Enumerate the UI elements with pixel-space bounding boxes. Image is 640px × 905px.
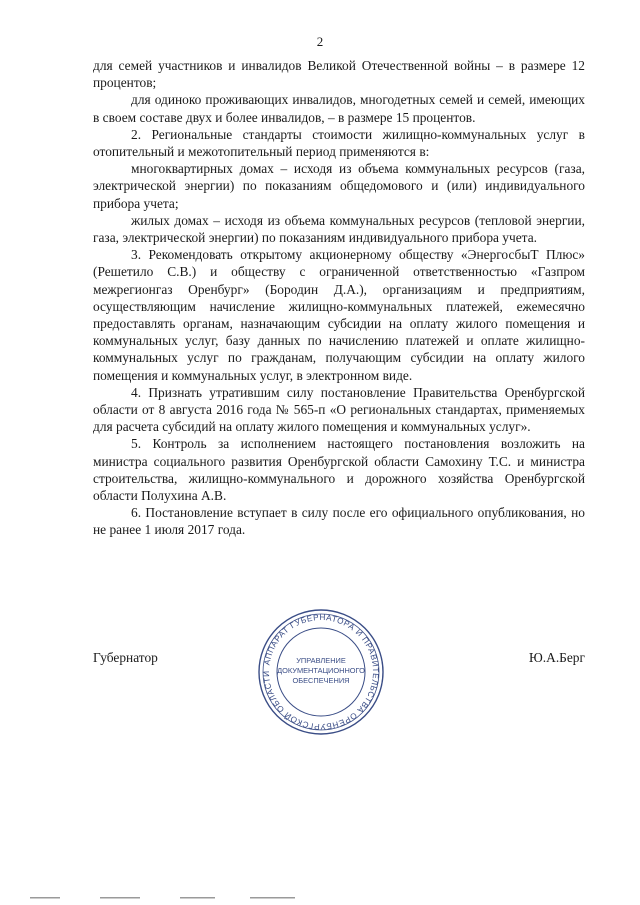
paragraph: 6. Постановление вступает в силу после его официального опубликования, но не ранее 1 июля 2017 года. [93,505,585,538]
official-seal-stamp [256,607,386,737]
page-number: 2 [316,34,324,49]
paragraph: жилых домах – исходя из объема коммунальных ресурсов (тепловой энергии, газа, электрической энергии) по показаниям индивидуального прибора учета. [93,212,585,246]
signatory-position: Губернатор [93,650,158,665]
paragraph: 2. Региональные стандарты стоимости жилищно-коммунальных услуг в отопительный и межотопительный период применяются в: [93,126,585,160]
seal-center-line: ДОКУМЕНТАЦИОННОГО [277,666,365,675]
paragraph: 4. Признать утратившим силу постановление Правительства Оренбургской области от 8 августа 2016 года № 565-п «О региональных стандартах, применяемых для расчета субсидий на оплату жилого помещения и коммунальных услуг». [93,384,585,435]
seal-center-line: ОБЕСПЕЧЕНИЯ [292,676,350,685]
paragraph: 3. Рекомендовать открытому акционерному обществу «ЭнергосбыТ Плюс» (Решетило С.В.) и обществу с ограниченной ответственностью «Газпром межрегионгаз Оренбург» (Бородин Д.А.), организациям и предприятиям, осуществляющим начисление жилищно-коммунальных платежей, ежемесячно предоставлять органам, назначающим субсидии на оплату жилого помещения и коммунальных услуг, базу данных по начислению платежей и оплате жилищно-коммунальных услуг по гражданам, получающим субсидии на оплату жилого помещения и коммунальных услуг, в электронном виде. [93,247,585,383]
footer-scan-artifact [30,895,590,901]
seal-center-line: УПРАВЛЕНИЕ [296,656,346,665]
paragraph: многоквартирных домах – исходя из объема коммунальных ресурсов (газа, электрической энергии) по показаниям общедомового и (или) индивидуального прибора учета; [93,161,585,211]
paragraph: 5. Контроль за исполнением настоящего постановления возложить на министра социального развития Оренбургской области Самохину Т.С. и министра строительства, жилищно-коммунального и дорожного хозяйства Оренбургской области Полухина А.В. [93,436,585,504]
paragraph: для одиноко проживающих инвалидов, многодетных семей и семей, имеющих в своем составе двух и более инвалидов, – в размере 15 процентов. [93,92,585,125]
seal-outer-text: АППАРАТ ГУБЕРНАТОРА И ПРАВИТЕЛЬСТВА ОРЕНБУРГСКОЙ ОБЛАСТИ [261,612,381,732]
signatory-name: Ю.А.Берг [529,650,585,665]
paragraph: для семей участников и инвалидов Великой Отечественной войны – в размере 12 процентов; [93,58,585,91]
document-body [93,57,585,539]
